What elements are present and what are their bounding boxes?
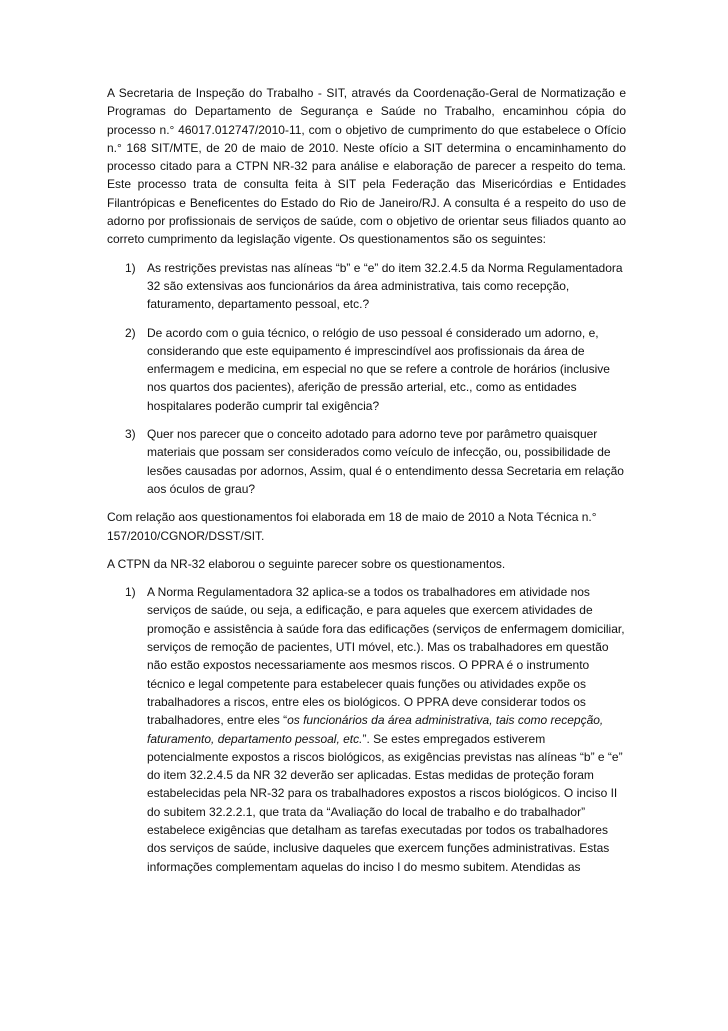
ctpn-paragraph: A CTPN da NR-32 elaborou o seguinte parecer sobre os questionamentos. [107,556,506,571]
intro-paragraph: A Secretaria de Inspeção do Trabalho - SIT, através da Coordenação-Geral de Normatização e Programas do Departamento de Segurança e Saúde no Trabalho, encaminhou cópia do processo n.° 46017.012747/2010-11, com o objetivo de cumprimento do que estabelece o Ofício n.° 168 SIT/MTE, de 20 de maio de 2010. Neste ofício a SIT determina o encaminhamento do processo citado para a CTPN NR-32 para análise e elaboração de parecer a respeito do tema. Este processo trata de consulta feita à SIT pela Federação das Misericórdias e Entidades Filantrópicas e Beneficentes do Estado do Rio de Janeiro/RJ. A consulta é a respeito do uso de adorno por profissionais de serviços de saúde, com o objetivo de orientar seus filiados quanto ao correto cumprimento da legislação vigente. Os questionamentos são os seguintes: [107,86,626,247]
question-text: Quer nos parecer que o conceito adotado para adorno teve por parâmetro quaisquer materiais que possam ser considerados como veículo de infecção, ou, possibilidade de lesões causadas por adornos, Assim, qual é o entendimento dessa Secretaria em relação aos óculos de grau? [147,427,624,496]
question-text: De acordo com o guia técnico, o relógio de uso pessoal é considerado um adorno, e, considerando que este equipamento é imprescindível aos profissionais da área de enfermagem e medicina, em especial no que se refere a controle de horários (inclusive nos quartos dos pacientes), aferição de pressão arterial, etc., como as entidades hospitalares poderão cumprir tal exigência? [147,325,610,413]
answers-list [107,583,626,876]
question-number: 1) [125,260,136,275]
question-number: 2) [125,325,136,340]
question-text: As restrições previstas nas alíneas “b” e “e” do item 32.2.4.5 da Norma Regulamentadora 32 são extensivas aos funcionários da área administrativa, tais como recepção, faturamento, departamento pessoal, etc.? [147,260,623,312]
answer-item [107,583,626,876]
answer-text-before: A Norma Regulamentadora 32 aplica-se a todos os trabalhadores em atividade nos serviços de saúde, ou seja, a edificação, e para aqueles que exercem atividades de promoção e assistência à saúde fora das edificações (serviços de enfermagem domiciliar, serviços de remoção de pacientes, UTI móvel, etc.). Mas os trabalhadores em questão não estão expostos necessariamente aos mesmos riscos. O PPRA é o instrumento técnico e legal competente para estabelecer quais funções ou atividades expõe os trabalhadores a riscos, entre eles os biológicos. O PPRA deve considerar todos os trabalhadores, entre eles “ [147,585,625,728]
question-number: 3) [125,427,136,442]
question-item [107,259,626,314]
document-page [107,84,626,886]
question-item [107,425,626,498]
answer-number: 1) [125,585,136,600]
nota-tecnica-paragraph: Com relação aos questionamentos foi elaborada em 18 de maio de 2010 a Nota Técnica n.° 157/2010/CGNOR/DSST/SIT. [107,510,597,543]
answer-italic-quote: os funcionários da área administrativa, tais como recepção, faturamento, departamento pessoal, etc. [147,713,604,746]
question-item [107,324,626,415]
questions-list [107,259,626,499]
answer-text-after: ”. Se estes empregados estiverem potencialmente expostos a riscos biológicos, as exigências previstas nas alíneas “b” e “e” do item 32.2.4.5 da NR 32 deverão ser aplicadas. Estas medidas de proteção foram estabelecidas pela NR-32 para os trabalhadores expostos a riscos biológicos. O inciso II do subitem 32.2.2.1, que trata da “Avaliação do local de trabalho e do trabalhador” estabelece exigências que detalham as tarefas executadas por todos os trabalhadores dos serviços de saúde, inclusive daqueles que exercem funções administrativas. Estas informações complementam aquelas do inciso I do mesmo subitem. Atendidas as [147,731,623,874]
